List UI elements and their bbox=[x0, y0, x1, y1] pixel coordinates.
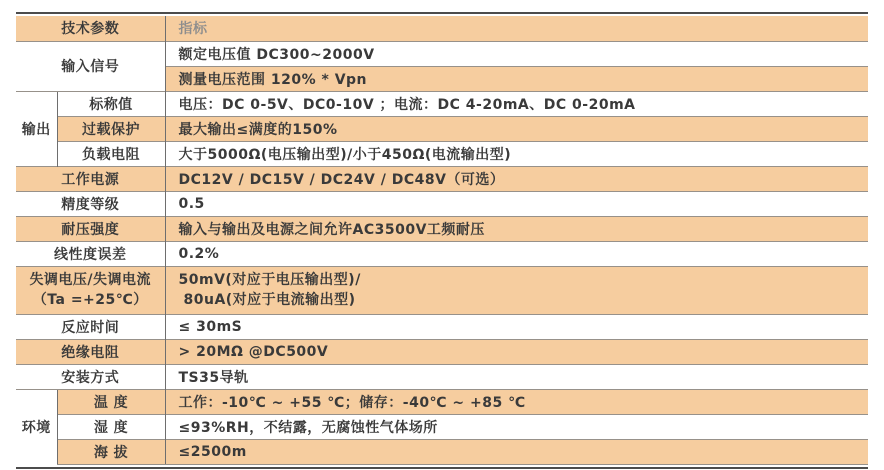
row-mounting bbox=[16, 364, 868, 389]
header-cell-param: 技术参数 bbox=[16, 16, 165, 41]
label-cell-response-time: 反应时间 bbox=[16, 314, 165, 339]
label-cell-mounting: 安装方式 bbox=[16, 364, 165, 389]
value-cell-nominal: 电压：DC 0-5V、DC0-10V ；电流：DC 4-20mA、DC 0-20mA bbox=[165, 91, 868, 116]
row-accuracy bbox=[16, 191, 868, 216]
value-cell-power-supply: DC12V / DC15V / DC24V / DC48V（可选） bbox=[165, 166, 868, 191]
sub-label-cell-temperature: 温 度 bbox=[57, 389, 165, 414]
group-cell-environment: 环境 bbox=[16, 389, 57, 464]
value-cell-mounting: TS35导轨 bbox=[165, 364, 868, 389]
row-linearity-error bbox=[16, 241, 868, 266]
label-cell-accuracy: 精度等级 bbox=[16, 191, 165, 216]
offset-label-line1: 失调电压/失调电流 bbox=[29, 271, 152, 288]
value-cell-temperature: 工作：-10℃ ~ +55 ℃；储存：-40℃ ~ +85 ℃ bbox=[165, 389, 868, 414]
row-power-supply bbox=[16, 166, 868, 191]
sub-label-cell-humidity: 湿 度 bbox=[57, 414, 165, 439]
row-env-humidity bbox=[16, 414, 868, 439]
value-cell-insulation-resistance: > 20MΩ @DC500V bbox=[165, 339, 868, 364]
header-row bbox=[16, 16, 868, 41]
sub-label-cell-nominal: 标称值 bbox=[57, 91, 165, 116]
row-env-temperature bbox=[16, 389, 868, 414]
value-cell-offset bbox=[165, 266, 868, 314]
sub-label-cell-overload: 过载保护 bbox=[57, 116, 165, 141]
value-cell-accuracy: 0.5 bbox=[165, 191, 868, 216]
offset-value-line2: 80uA(对应于电流输出型) bbox=[183, 292, 356, 308]
label-cell-withstand-voltage: 耐压强度 bbox=[16, 216, 165, 241]
header-indicator-label: 指标 bbox=[178, 21, 208, 38]
offset-label-line2: （Ta =+25℃） bbox=[32, 292, 148, 308]
value-cell-response-time: ≤ 30mS bbox=[165, 314, 868, 339]
label-cell-linearity-error: 线性度误差 bbox=[16, 241, 165, 266]
value-cell-linearity-error: 0.2% bbox=[165, 241, 868, 266]
row-output-nominal bbox=[16, 91, 868, 116]
row-offset bbox=[16, 266, 868, 314]
row-withstand-voltage bbox=[16, 216, 868, 241]
sub-label-cell-load-resistance: 负载电阻 bbox=[57, 141, 165, 166]
group-cell-output: 输出 bbox=[16, 91, 57, 166]
label-cell-insulation-resistance: 绝缘电阻 bbox=[16, 339, 165, 364]
value-cell-humidity: ≤93%RH，不结露，无腐蚀性气体场所 bbox=[165, 414, 868, 439]
specs-table-frame bbox=[16, 12, 868, 469]
row-env-altitude bbox=[16, 439, 868, 464]
offset-value-line1: 50mV(对应于电压输出型)/ bbox=[178, 271, 361, 288]
value-cell-load-resistance: 大于5000Ω(电压输出型)/小于450Ω(电流输出型) bbox=[165, 141, 868, 166]
value-cell-measure-range: 测量电压范围 120% * Vpn bbox=[165, 66, 868, 91]
specs-table bbox=[16, 16, 868, 465]
value-cell-altitude: ≤2500m bbox=[165, 439, 868, 464]
label-cell-offset bbox=[16, 266, 165, 314]
row-response-time bbox=[16, 314, 868, 339]
header-cell-indicator bbox=[165, 16, 868, 41]
sub-label-cell-altitude: 海 拔 bbox=[57, 439, 165, 464]
label-cell-power-supply: 工作电源 bbox=[16, 166, 165, 191]
group-cell-input-signal: 输入信号 bbox=[16, 41, 165, 91]
value-cell-rated-voltage: 额定电压值 DC300~2000V bbox=[165, 41, 868, 66]
row-insulation-resistance bbox=[16, 339, 868, 364]
row-output-overload bbox=[16, 116, 868, 141]
row-output-load-resistance bbox=[16, 141, 868, 166]
value-cell-overload: 最大输出≤满度的150% bbox=[165, 116, 868, 141]
row-input-signal-1 bbox=[16, 41, 868, 66]
value-cell-withstand-voltage: 输入与输出及电源之间允许AC3500V工频耐压 bbox=[165, 216, 868, 241]
